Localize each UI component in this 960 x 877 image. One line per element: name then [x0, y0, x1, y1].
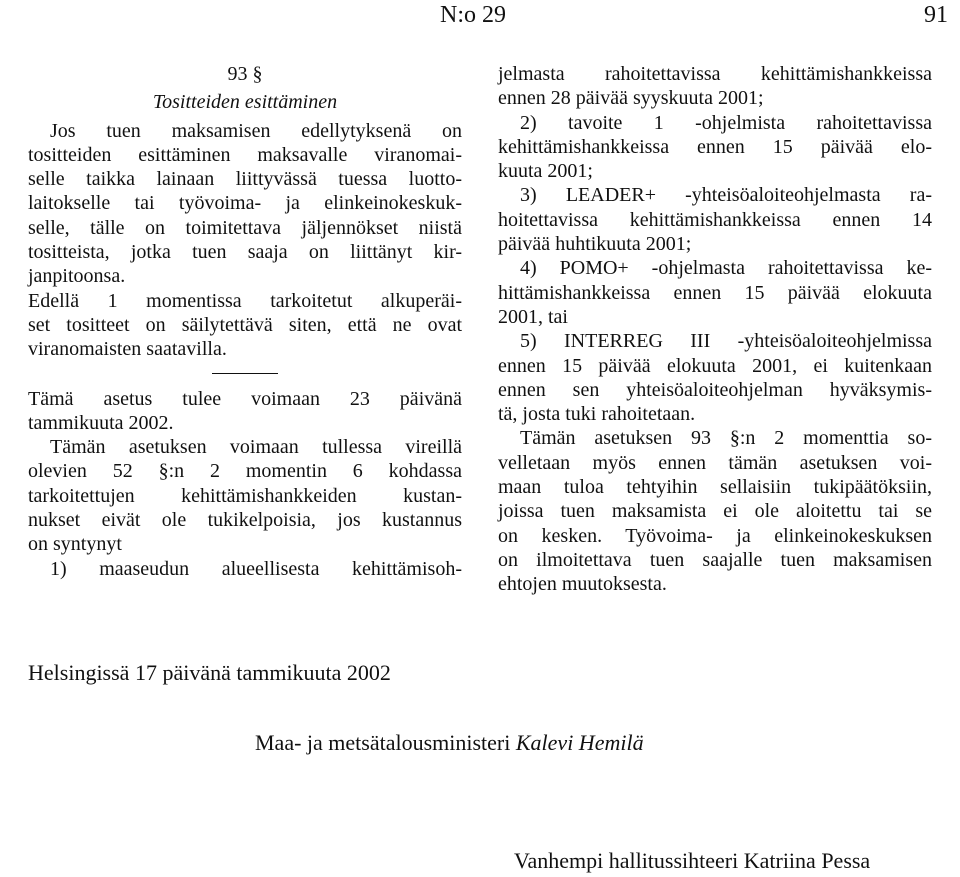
text-line: jelmasta rahoitettavissa kehittämishankkeissa [498, 63, 932, 85]
text-line: tammikuuta 2002. [28, 411, 174, 434]
page-number: 91 [924, 2, 948, 28]
text-line: ennen sen yhteisöaloiteohjelman hyväksymis- [498, 378, 932, 401]
paragraph-2 [28, 289, 462, 362]
text-line: tarkoitettujen kehittämishankkeiden kustan- [28, 484, 462, 507]
text-line: 3) LEADER+ -yhteisöaloiteohjelmasta ra- [520, 184, 932, 207]
text-line: ennen 28 päivää syyskuuta 2001; [498, 87, 764, 110]
section-title: Tositteiden esittäminen [152, 91, 338, 114]
text-line: Tämän asetuksen voimaan tullessa vireillä [50, 436, 462, 459]
minister-name: Kalevi Hemilä [515, 730, 644, 755]
text-line: on ilmoitettava tuen saajalle tuen maksamisen [498, 548, 932, 571]
text-line: tositteista, jotka tuen saaja on liittänyt kir- [28, 241, 462, 264]
text-line: 1) maaseudun alueellisesta kehittämisoh- [50, 557, 462, 580]
text-line: kuuta 2001; [498, 160, 593, 183]
text-line: ennen 15 päivää elokuuta 2001, ei kuitenkaan [498, 354, 932, 377]
text-line: janpitoonsa. [28, 265, 126, 288]
text-line: maan tuloa tehtyihin sellaisiin tukipäätöksiin, [498, 476, 932, 499]
text-line: selle taikka lainaan liittyvässä tuessa luotto- [28, 168, 462, 191]
text-line: on syntynyt [28, 533, 122, 556]
text-line: Jos tuen maksamisen edellytyksenä on [50, 119, 462, 142]
text-line: Edellä 1 momentissa tarkoitetut alkuperäi- [28, 289, 462, 312]
text-line: Tämä asetus tulee voimaan 23 päivänä [28, 387, 462, 410]
text-line: 2001, tai [498, 305, 568, 328]
right-column [498, 62, 932, 597]
paragraph-transition [28, 435, 462, 581]
text-line: viranomaisten saatavilla. [28, 338, 227, 361]
paragraph-1 [28, 119, 462, 289]
official-signature: Vanhempi hallitussihteeri Katriina Pessa [514, 848, 871, 873]
text-line: laitokselle tai työvoima- ja elinkeinokeskuk- [28, 192, 462, 215]
text-line: selle, tälle on toimitettava jäljennökset niistä [28, 216, 462, 239]
paragraph-entry-into-force [28, 387, 462, 436]
text-line: 5) INTERREG III -yhteisöaloiteohjelmissa [520, 330, 932, 353]
text-line: on kesken. Työvoima- ja elinkeinokeskuksen [498, 524, 932, 547]
text-line: 4) POMO+ -ohjelmasta rahoitettavissa ke- [520, 257, 932, 280]
text-line: olevien 52 §:n 2 momentin 6 kohdassa [28, 460, 462, 483]
place-and-date: Helsingissä 17 päivänä tammikuuta 2002 [28, 660, 391, 685]
text-line: velletaan myös ennen tämän asetuksen voi- [498, 451, 932, 474]
text-line: 2) tavoite 1 -ohjelmista rahoitettavissa [520, 111, 932, 134]
text-line: ehtojen muutoksesta. [498, 573, 667, 596]
text-line: nukset eivät ole tukikelpoisia, jos kustannus [28, 509, 462, 532]
text-line: tä, josta tuki rahoitetaan. [498, 403, 696, 426]
text-line: Tämän asetuksen 93 §:n 2 momenttia so- [520, 427, 932, 450]
text-line: joissa tuen maksamista ei ole aloitettu tai se [498, 500, 932, 523]
text-line: set tositteet on säilytettävä siten, että ne ovat [28, 313, 462, 336]
left-column [28, 62, 462, 581]
text-line: hoitettavissa kehittämishankkeissa ennen 14 [498, 208, 932, 231]
section-number: 93 § [227, 63, 263, 85]
text-line: tositteiden esittäminen maksavalle viranomai- [28, 143, 462, 166]
text-line: kehittämishankkeissa ennen 15 päivää elo- [498, 135, 932, 158]
text-line: hittämishankkeissa ennen 15 päivää elokuuta [498, 281, 932, 304]
issue-number: N:o 29 [440, 2, 506, 28]
text-line: päivää huhtikuuta 2001; [498, 233, 692, 256]
minister-title: Maa- ja metsätalousministeri [255, 730, 511, 755]
minister-signature [255, 730, 644, 756]
section-divider [212, 373, 278, 374]
